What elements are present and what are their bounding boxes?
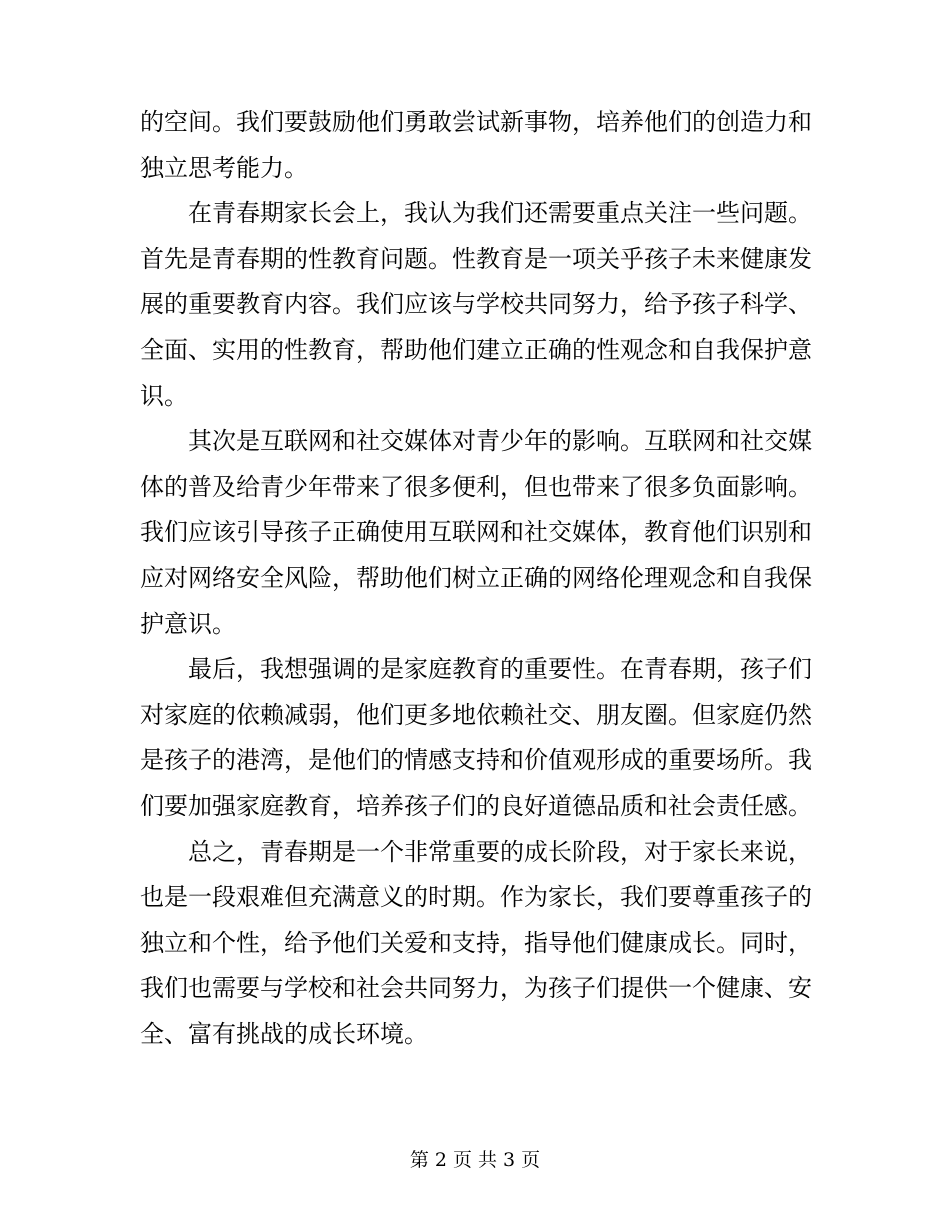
paragraph-conclusion: 总之，青春期是一个非常重要的成长阶段，对于家长来说，也是一段艰难但充满意义的时期。作为家长，我们要尊重孩子的独立和个性，给予他们关爱和支持，指导他们健康成长。同时，我们也需要与学校和社会共同努力，为孩子们提供一个健康、安全、富有挑战的成长环境。 [140, 837, 812, 1048]
paragraph-continuation: 的空间。我们要鼓励他们勇敢尝试新事物，培养他们的创造力和独立思考能力。 [140, 108, 812, 182]
paragraph-family-education: 最后，我想强调的是家庭教育的重要性。在青春期，孩子们对家庭的依赖减弱，他们更多地依赖社交、朋友圈。但家庭仍然是孩子的港湾，是他们的情感支持和价值观形成的重要场所。我们要加强家庭教育，培养孩子们的良好道德品质和社会责任感。 [140, 655, 812, 820]
document-body [140, 100, 812, 1057]
page-number-footer: 第 2 页 共 3 页 [409, 1149, 541, 1171]
paragraph-internet-media: 其次是互联网和社交媒体对青少年的影响。互联网和社交媒体的普及给青少年带来了很多便利，但也带来了很多负面影响。我们应该引导孩子正确使用互联网和社交媒体，教育他们识别和应对网络安全风险，帮助他们树立正确的网络伦理观念和自我保护意识。 [140, 427, 812, 638]
paragraph-focus-issues: 在青春期家长会上，我认为我们还需要重点关注一些问题。首先是青春期的性教育问题。性教育是一项关乎孩子未来健康发展的重要教育内容。我们应该与学校共同努力，给予孩子科学、全面、实用的性教育，帮助他们建立正确的性观念和自我保护意识。 [140, 199, 812, 410]
